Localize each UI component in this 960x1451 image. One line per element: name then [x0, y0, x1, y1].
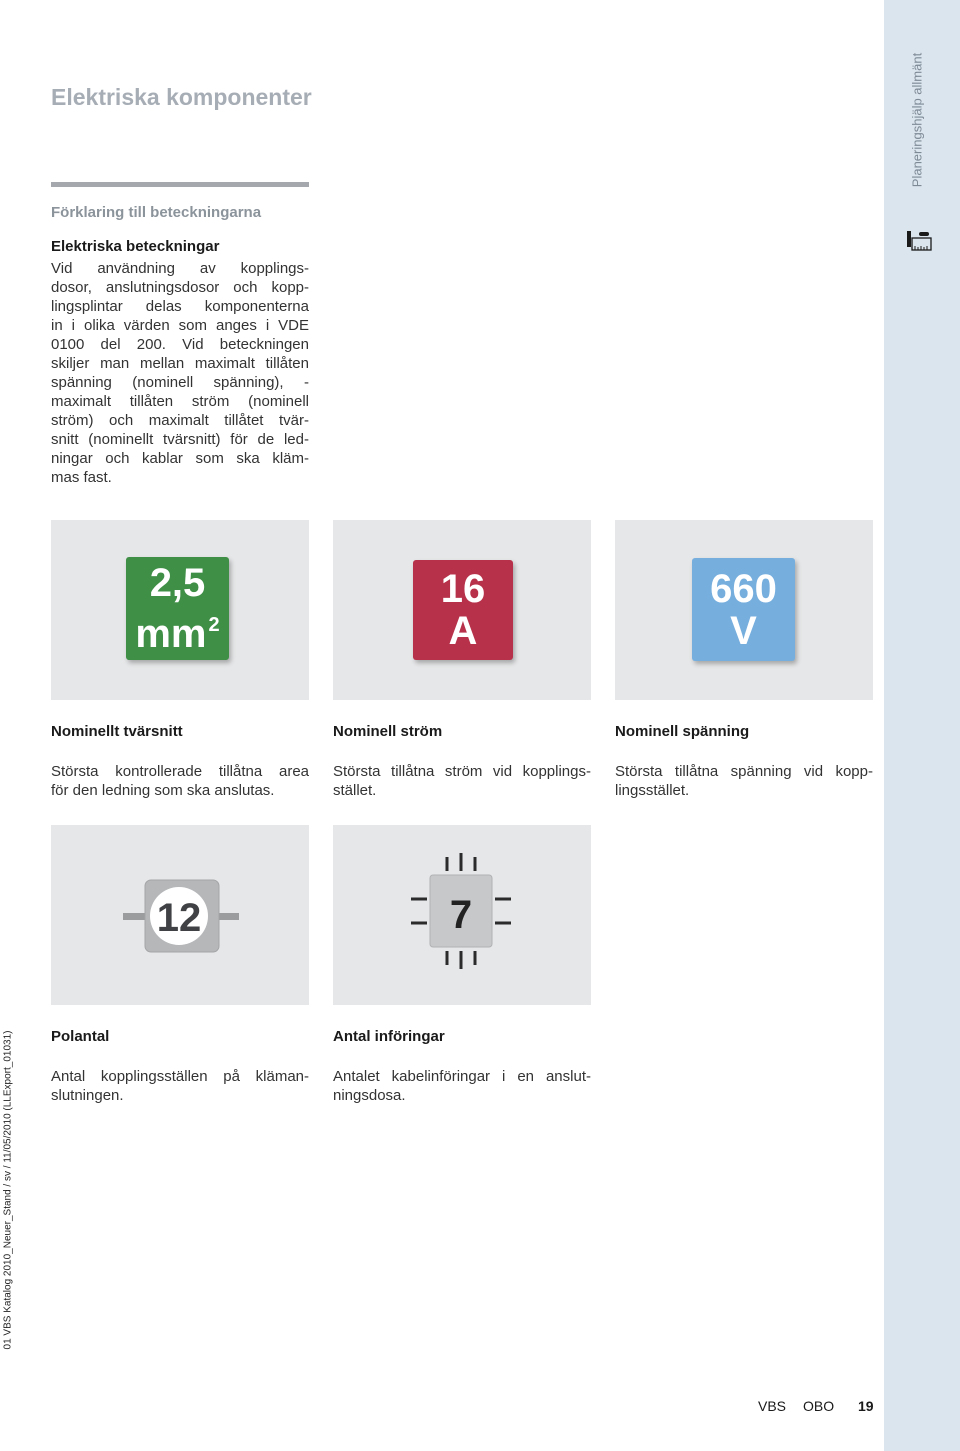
caption-title: Nominell ström	[333, 723, 443, 740]
symbol-value: 2,5	[149, 561, 206, 605]
intro-heading: Elektriska beteckningar	[51, 238, 220, 255]
intro-line: lingsplintar delas komponenterna	[51, 298, 309, 315]
symbol-superscript: 2	[208, 614, 220, 636]
footer-brand-obo: OBO	[803, 1398, 835, 1414]
symbol-unit: A	[448, 609, 478, 653]
footer-imprint: 01 VBS Katalog 2010_Neuer_Stand / sv / 11/05/2010 (LLExport_01031)	[2, 1030, 14, 1350]
symbol-panel-cross-section	[51, 520, 309, 700]
caption-title: Nominellt tvärsnitt	[51, 723, 183, 740]
page-number: 19	[858, 1398, 874, 1414]
caption-title: Antal införingar	[333, 1028, 445, 1045]
symbol-number: 7	[449, 893, 473, 937]
symbol-panel-pole-count	[51, 825, 309, 1005]
intro-line: ström) och maximalt tillåtet tvär-	[51, 412, 309, 429]
pole-count-symbol	[51, 825, 309, 1005]
symbol-unit-text: mm	[135, 612, 207, 656]
current-symbol	[413, 560, 513, 660]
intro-line: Vid användning av kopplings-	[51, 260, 309, 277]
caption-line: slutningen.	[51, 1087, 124, 1104]
symbol-value: 660	[710, 566, 777, 611]
cross-section-symbol	[126, 557, 229, 660]
intro-line: maximalt tillåten ström (nominell	[51, 393, 309, 410]
symbol-panel-current	[333, 520, 591, 700]
section-heading: Förklaring till beteckningarna	[51, 204, 262, 221]
symbol-panel-entries	[333, 825, 591, 1005]
caption-title: Polantal	[51, 1028, 110, 1045]
entries-symbol	[333, 825, 591, 1005]
intro-line: 0100 del 200. Vid beteckningen	[51, 336, 309, 353]
title-divider	[51, 182, 309, 187]
symbol-unit: V	[730, 608, 757, 653]
symbol-unit	[135, 604, 219, 655]
caption-line: Största tillåtna spänning vid kopp-	[615, 763, 873, 780]
caption-line: för den ledning som ska anslutas.	[51, 782, 275, 799]
symbol-panel-voltage	[615, 520, 873, 700]
symbol-number: 12	[156, 896, 202, 940]
caption-line: Antalet kabelinföringar i en anslut-	[333, 1068, 591, 1085]
caption-line: Antal kopplingsställen på kläman-	[51, 1068, 309, 1085]
caption-title: Nominell spänning	[615, 723, 750, 740]
side-strip	[884, 0, 960, 1451]
intro-line: dosor, anslutningsdosor och kopp-	[51, 279, 309, 296]
caption-line: stället.	[333, 782, 377, 799]
voltage-symbol	[692, 558, 795, 661]
intro-line: snitt (nominellt tvärsnitt) för de led-	[51, 431, 309, 448]
intro-line: in i olika värden som anges i VDE	[51, 317, 309, 334]
intro-line: spänning (nominell spänning), -	[51, 374, 309, 391]
caption-line: ningsdosa.	[333, 1087, 406, 1104]
caption-line: Största kontrollerade tillåtna area	[51, 763, 309, 780]
page-title: Elektriska komponenter	[51, 84, 312, 110]
caption-line: Största tillåtna ström vid kopplings-	[333, 763, 591, 780]
intro-line: ningar och kablar som ska kläm-	[51, 450, 309, 467]
caption-line: lingsstället.	[615, 782, 690, 799]
intro-line: skiljer man mellan maximalt tillåten	[51, 355, 309, 372]
footer-brand-vbs: VBS	[758, 1398, 787, 1414]
intro-line: mas fast.	[51, 469, 112, 486]
side-section-label: Planeringshjälp allmänt	[909, 52, 925, 188]
ruler-tools-icon	[906, 230, 932, 252]
symbol-value: 16	[440, 567, 486, 611]
